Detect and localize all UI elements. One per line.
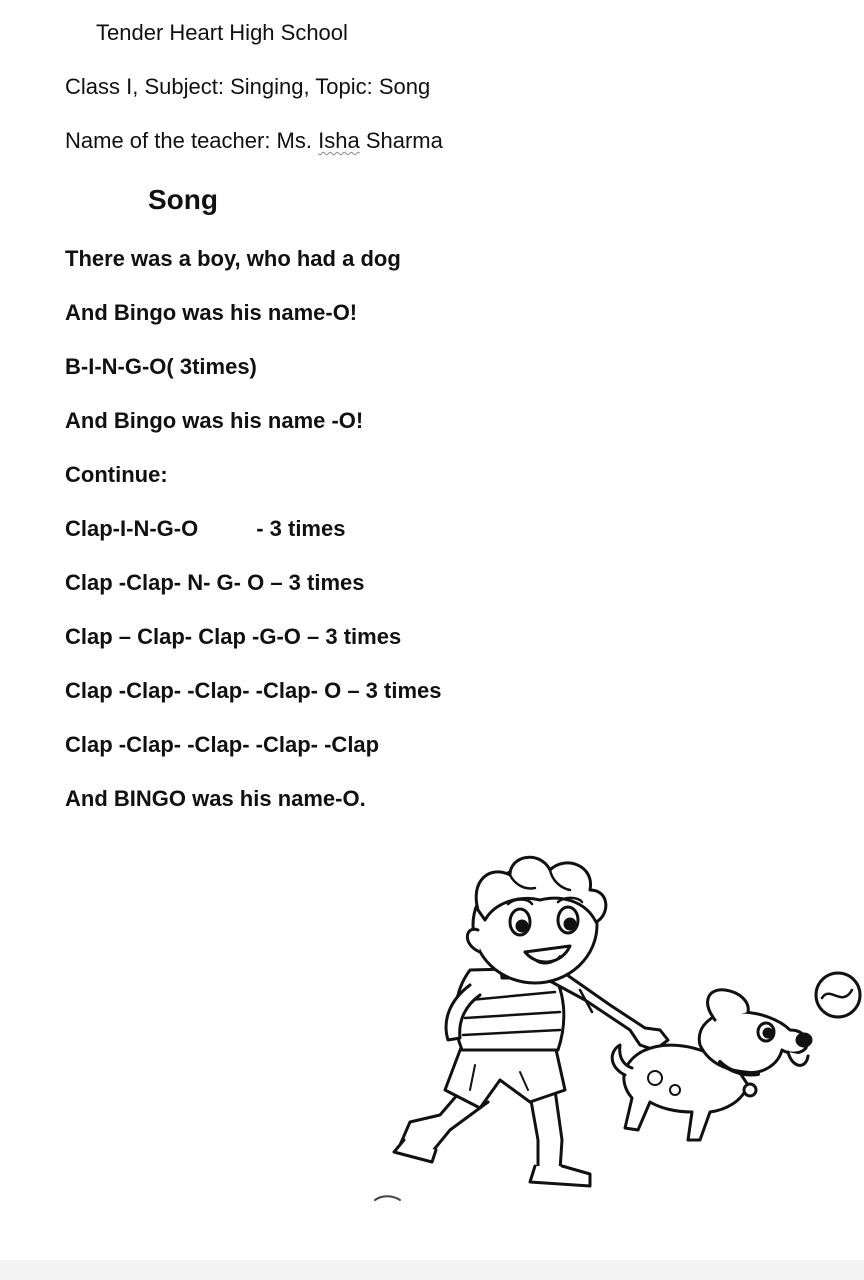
teacher-label: Name of the teacher: Ms.	[65, 128, 319, 153]
lyric-line: And Bingo was his name-O!	[65, 300, 358, 325]
clap-line: Clap -Clap- -Clap- -Clap- -Clap	[65, 732, 380, 757]
lyric-line: Continue:	[65, 462, 168, 487]
clap-line: Clap – Clap- Clap -G-O – 3 times	[65, 624, 402, 649]
ending-line: And BINGO was his name-O.	[65, 786, 366, 811]
ball-icon	[816, 973, 860, 1017]
clap-line-first	[65, 516, 345, 542]
lyric-line: And Bingo was his name -O!	[65, 408, 364, 433]
clap-line: Clap -Clap- N- G- O – 3 times	[65, 570, 365, 595]
teacher-last-name: Sharma	[359, 128, 443, 153]
song-title: Song	[148, 184, 218, 215]
clap-line-count: - 3 times	[256, 516, 346, 541]
school-name: Tender Heart High School	[96, 20, 348, 45]
teacher-first-name: Isha	[318, 128, 360, 153]
page-bottom-strip	[0, 1260, 864, 1280]
lyric-line: B-I-N-G-O( 3times)	[65, 354, 257, 379]
clap-line-text: Clap-I-N-G-O	[65, 516, 199, 541]
teacher-name-line	[65, 128, 443, 154]
class-subject-topic: Class I, Subject: Singing, Topic: Song	[65, 74, 431, 99]
boy-and-dog-illustration	[370, 840, 864, 1220]
lyric-line: There was a boy, who had a dog	[65, 246, 401, 271]
clap-line: Clap -Clap- -Clap- -Clap- O – 3 times	[65, 678, 442, 703]
